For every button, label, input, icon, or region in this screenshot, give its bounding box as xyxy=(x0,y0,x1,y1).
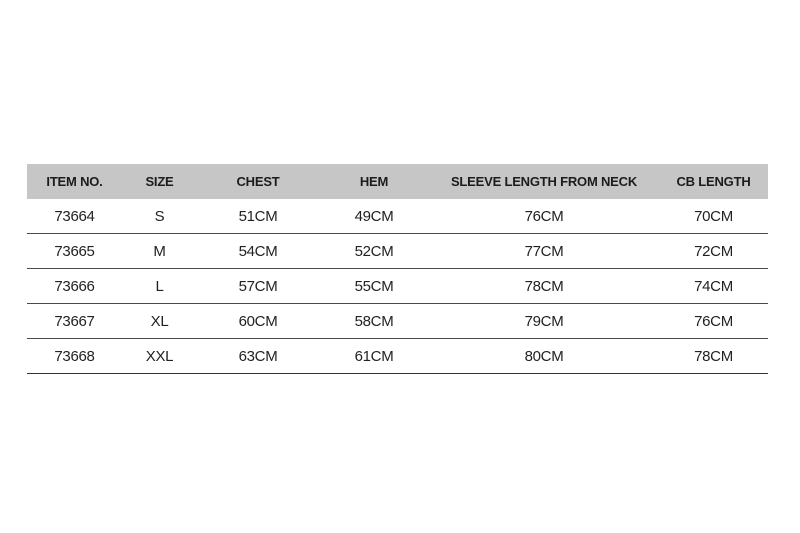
header-hem: HEM xyxy=(319,164,429,199)
cell-chest: 51CM xyxy=(197,199,319,234)
cell-item-no: 73668 xyxy=(27,339,122,374)
table-row xyxy=(27,199,768,234)
cell-item-no: 73664 xyxy=(27,199,122,234)
size-chart-table xyxy=(27,164,768,374)
cell-sleeve-length: 78CM xyxy=(429,269,659,304)
cell-item-no: 73666 xyxy=(27,269,122,304)
header-chest: CHEST xyxy=(197,164,319,199)
header-cb-length: CB LENGTH xyxy=(659,164,768,199)
cell-size: M xyxy=(122,234,197,269)
cell-chest: 54CM xyxy=(197,234,319,269)
header-sleeve-length: SLEEVE LENGTH FROM NECK xyxy=(429,164,659,199)
header-size: SIZE xyxy=(122,164,197,199)
cell-hem: 58CM xyxy=(319,304,429,339)
cell-sleeve-length: 80CM xyxy=(429,339,659,374)
cell-chest: 57CM xyxy=(197,269,319,304)
cell-cb-length: 78CM xyxy=(659,339,768,374)
cell-cb-length: 72CM xyxy=(659,234,768,269)
cell-size: S xyxy=(122,199,197,234)
cell-hem: 52CM xyxy=(319,234,429,269)
header-row xyxy=(27,164,768,199)
cell-size: XL xyxy=(122,304,197,339)
cell-chest: 63CM xyxy=(197,339,319,374)
cell-size: XXL xyxy=(122,339,197,374)
header-item-no: ITEM NO. xyxy=(27,164,122,199)
cell-cb-length: 70CM xyxy=(659,199,768,234)
cell-chest: 60CM xyxy=(197,304,319,339)
cell-hem: 55CM xyxy=(319,269,429,304)
cell-cb-length: 74CM xyxy=(659,269,768,304)
table-row xyxy=(27,339,768,374)
table-row xyxy=(27,304,768,339)
cell-size: L xyxy=(122,269,197,304)
cell-sleeve-length: 76CM xyxy=(429,199,659,234)
cell-item-no: 73665 xyxy=(27,234,122,269)
cell-cb-length: 76CM xyxy=(659,304,768,339)
cell-sleeve-length: 79CM xyxy=(429,304,659,339)
table-row xyxy=(27,234,768,269)
cell-sleeve-length: 77CM xyxy=(429,234,659,269)
cell-item-no: 73667 xyxy=(27,304,122,339)
cell-hem: 49CM xyxy=(319,199,429,234)
table-row xyxy=(27,269,768,304)
cell-hem: 61CM xyxy=(319,339,429,374)
